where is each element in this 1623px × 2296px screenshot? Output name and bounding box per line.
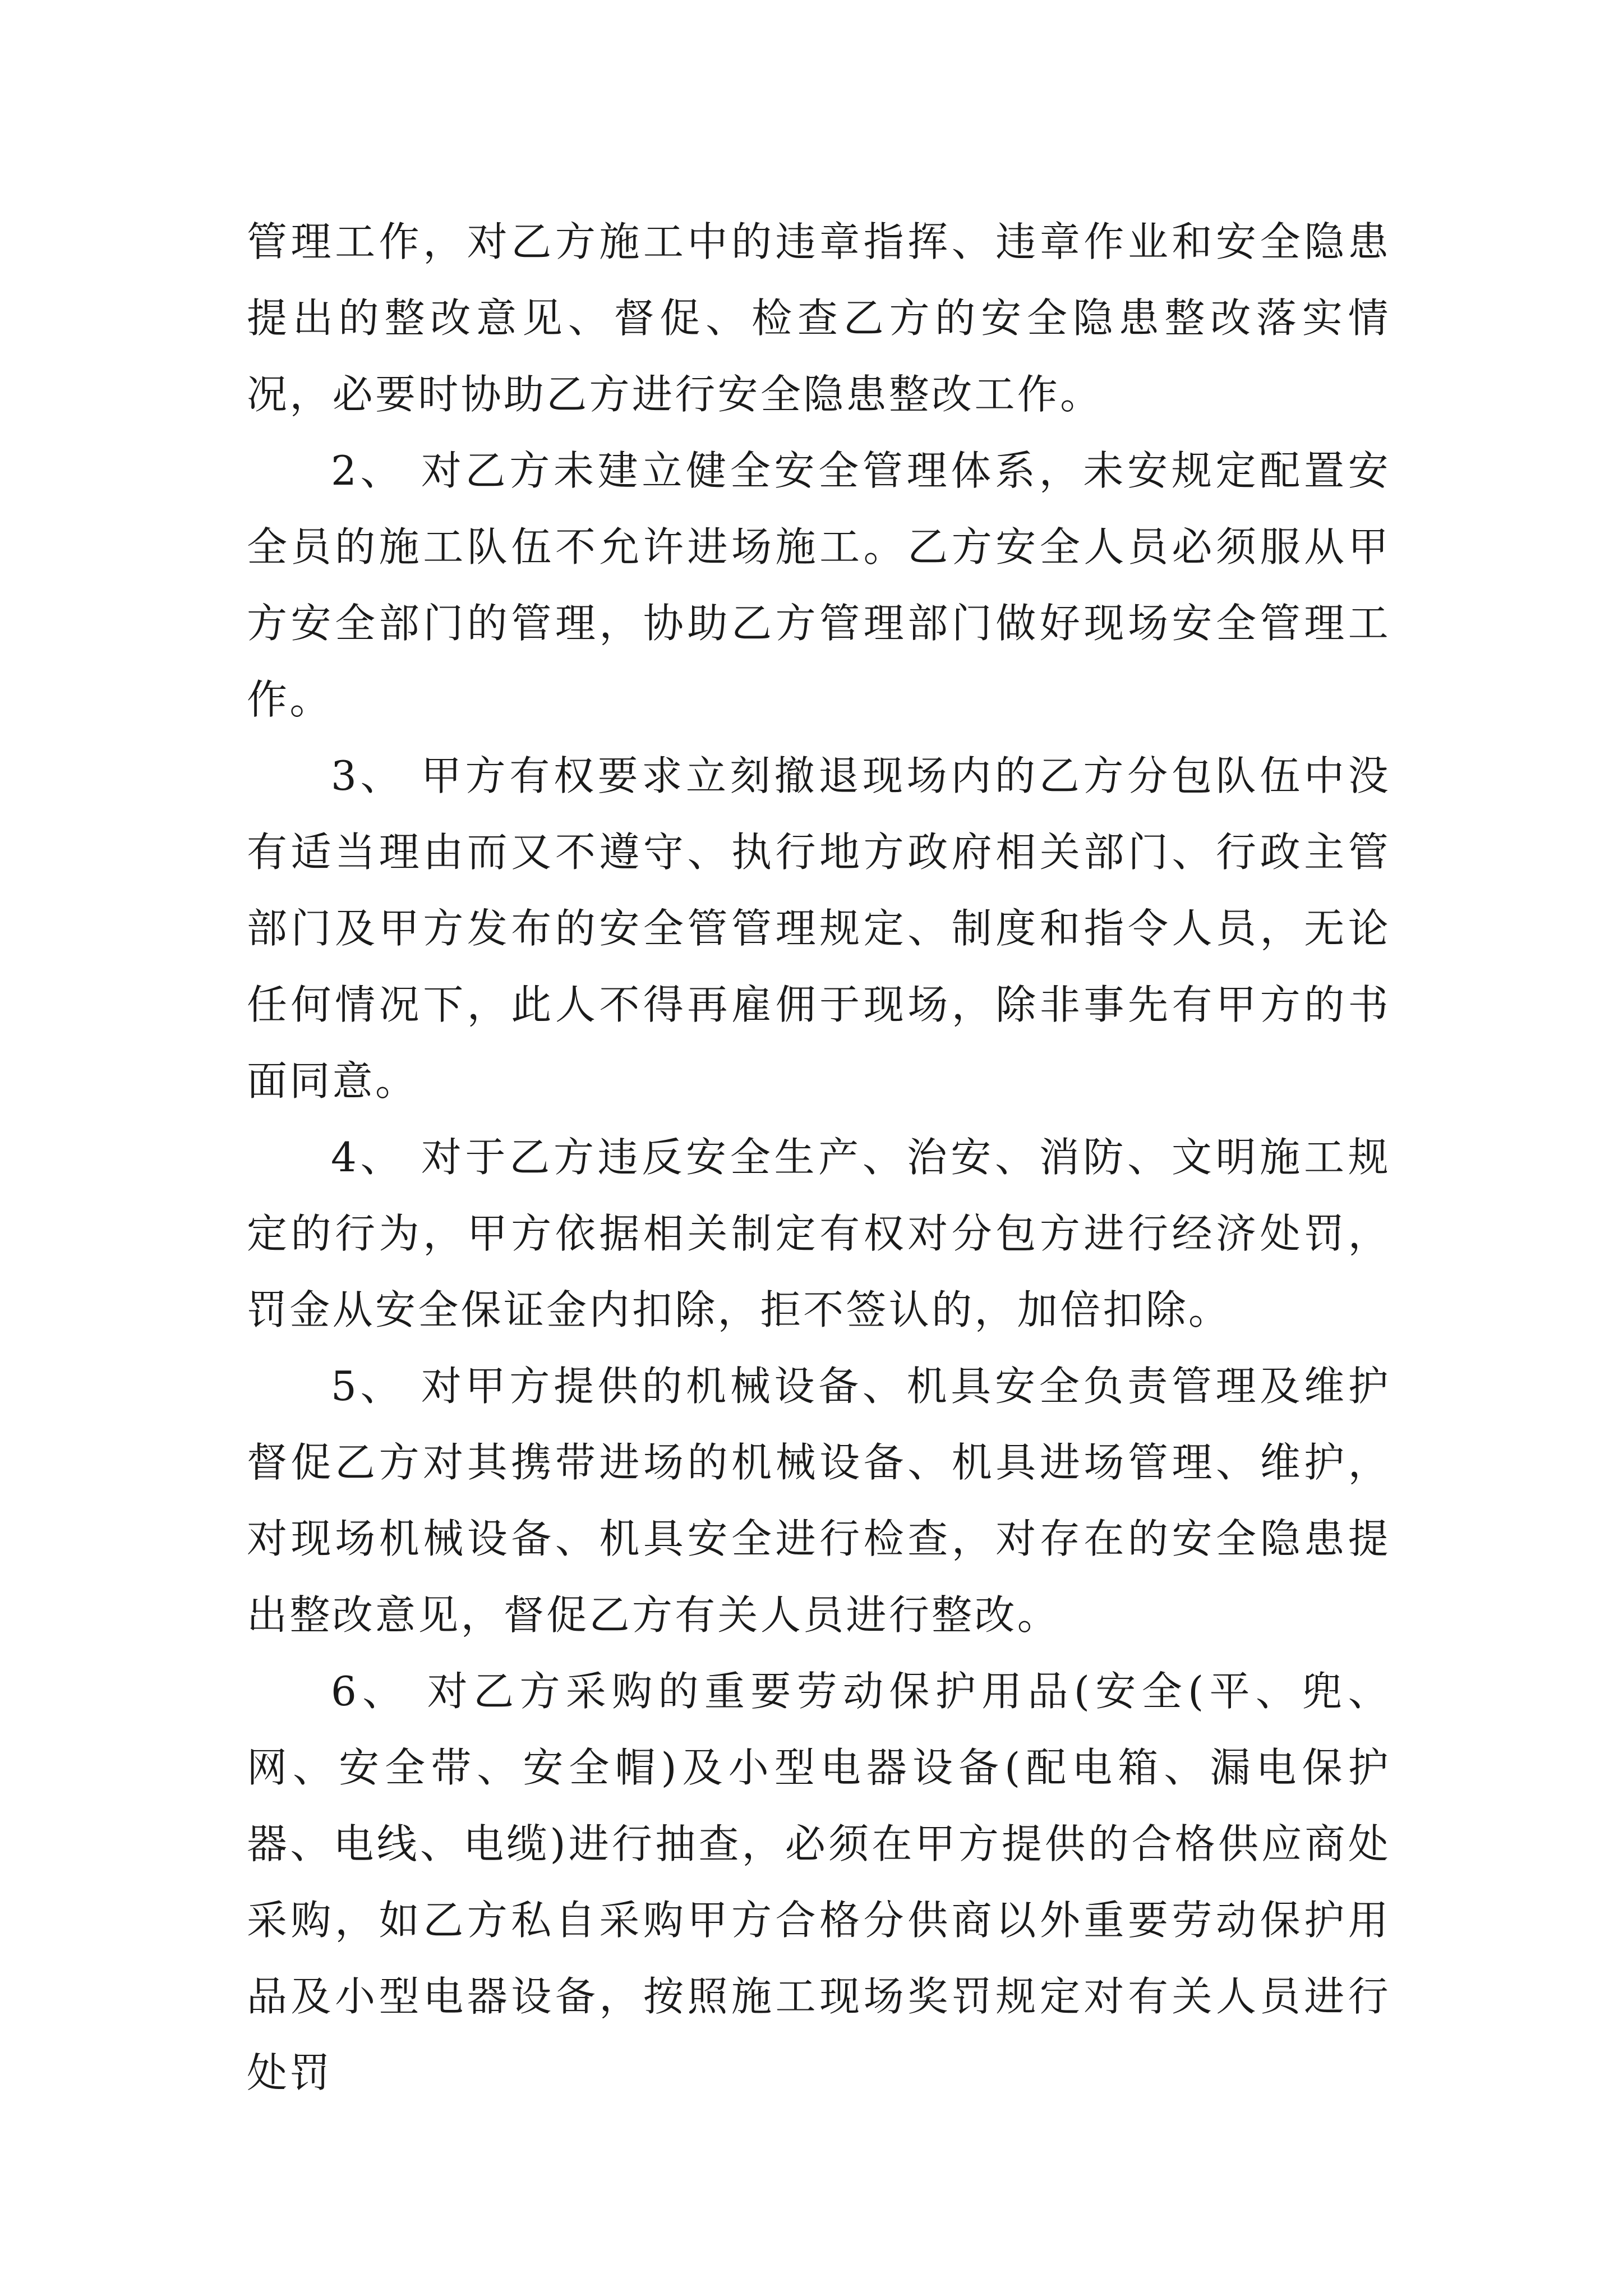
- paragraph-item-2: 2、 对乙方未建立健全安全管理体系，未安规定配置安全员的施工队伍不允许进场施工。乙方安全人员必须服从甲方安全部门的管理，协助乙方管理部门做好现场安全管理工作。: [247, 447, 1391, 723]
- document-body: [247, 204, 1391, 2111]
- paragraph-item-6: 6、 对乙方采购的重要劳动保护用品(安全(平、兜、网、安全带、安全帽)及小型电器设备(配电箱、漏电保护器、电线、电缆)进行抽查，必须在甲方提供的合格供应商处采购，如乙方私自采购甲方合格分供商以外重要劳动保护用品及小型电器设备，按照施工现场奖罚规定对有关人员进行处罚: [247, 1668, 1391, 2096]
- paragraph-item-5: 5、 对甲方提供的机械设备、机具安全负责管理及维护督促乙方对其携带进场的机械设备、机具进场管理、维护，对现场机械设备、机具安全进行检查，对存在的安全隐患提出整改意见，督促乙方有关人员进行整改。: [247, 1363, 1391, 1639]
- paragraph-item-3: 3、 甲方有权要求立刻撤退现场内的乙方分包队伍中没有适当理由而又不遵守、执行地方政府相关部门、行政主管部门及甲方发布的安全管管理规定、制度和指令人员，无论任何情况下，此人不得再雇佣于现场，除非事先有甲方的书面同意。: [247, 752, 1391, 1105]
- paragraph-item-4: 4、 对于乙方违反安全生产、治安、消防、文明施工规定的行为，甲方依据相关制定有权对分包方进行经济处罚，罚金从安全保证金内扣除，拒不签认的，加倍扣除。: [247, 1134, 1391, 1333]
- paragraph-continued-management-work: 管理工作，对乙方施工中的违章指挥、违章作业和安全隐患提出的整改意见、督促、检查乙方的安全隐患整改落实情况，必要时协助乙方进行安全隐患整改工作。: [247, 218, 1391, 418]
